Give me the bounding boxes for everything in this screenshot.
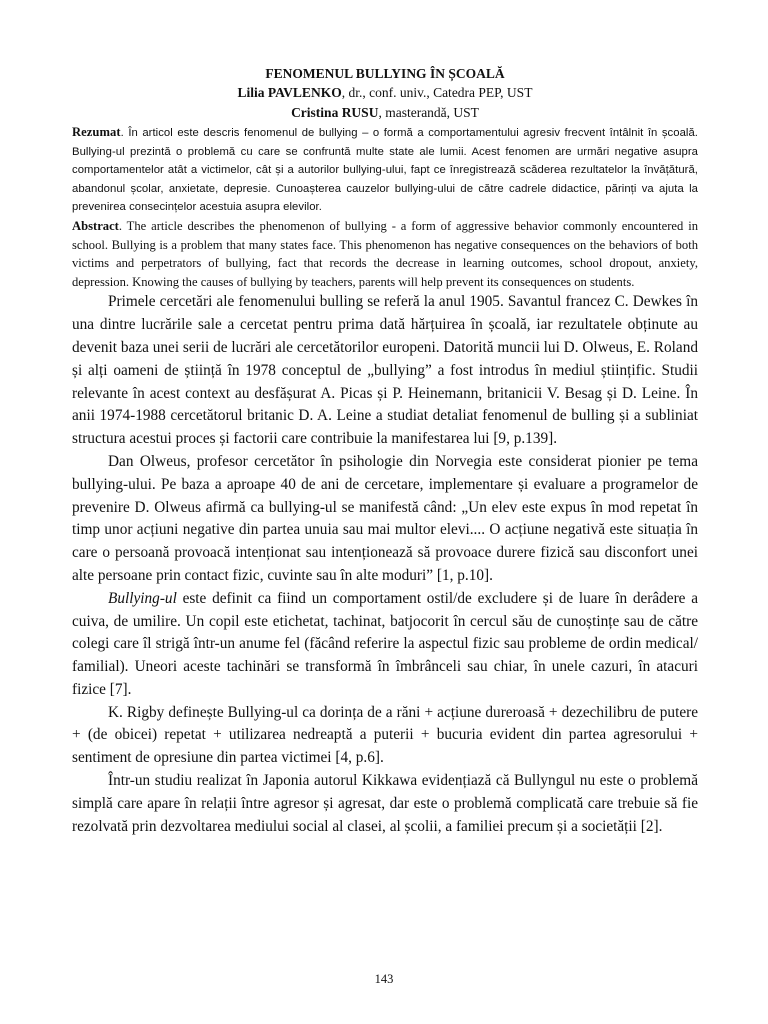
abstract-label: Abstract [72, 218, 119, 233]
article-title: FENOMENUL BULLYING ÎN ȘCOALĂ [265, 66, 505, 81]
body-paragraph-5: Într-un studiu realizat în Japonia autorul Kikkawa evidențiază că Bullyngul nu este o problemă simplă care apare în relații între agresor și agresat, dar este o problemă complicată care trebuie să fie rezolvată prin dezvoltarea mediului social al clasei, al școlii, a familiei precum și a societății [2]. [72, 772, 698, 835]
abstract-paragraph [72, 217, 698, 291]
bullying-term: Bullying-ul [108, 589, 177, 607]
rezumat-text: . În articol este descris fenomenul de bullying – o formă a comportamentului agresiv frecvent întâlnit în școală. Bullying-ul prezintă o problemă cu care se confruntă multe state ale lumii. Acest fenomen are urmări negative asupra comportamentelor atât a victimelor, cât și a autorilor bullying-ului, fapt ce înregistrează scăderea rezultatelor la învățătură, abandonul școlar, anxietate, depresie. Cunoașterea cauzelor bullying-ului de către cadrele didactice, părinți va ajuta la prevenirea consecințelor acestuia asupra elevilor. [72, 127, 698, 214]
rezumat-label: Rezumat [72, 125, 121, 139]
author-1-name: Lilia PAVLENKO [237, 85, 342, 100]
body-paragraph-1: Primele cercetări ale fenomenului bulling se referă la anul 1905. Savantul francez C. Dewkes în una dintre lucrările sale a cercetat pentru prima dată hărțuirea în școală, iar rezultatele obținute au devenit baza unei serii de lucrări ale cercetătorilor europeni. Datorită muncii lui D. Olweus, E. Roland și alți oameni de știință în 1978 conceptul de „bullying” a fost introdus în mediul științific. Studii relevante în acest context au desfășurat A. Picas și P. Heinemann, britanicii V. Besag și D. Leine. În anii 1974-1988 cercetătorul britanic D. A. Leine a studiat detaliat fenomenul de bulling și a subliniat structura acestui proces și factorii care contribuie la manifestarea lui [9, p.139]. [72, 293, 698, 448]
body-paragraph-2: Dan Olweus, profesor cercetător în psihologie din Norvegia este considerat pionier pe tema bullying-ului. Pe baza a aproape 40 de ani de cercetare, implementare și evaluare a programelor de prevenire D. Olweus afirmă ca bullying-ul se manifestă când: „Un elev este expus în mod repetat în timp unor acțiuni negative din partea unuia sau mai multor elevi.... O acțiune negativă este situația în care o persoană provoacă intenționat sau intenționează să provoace durere fizică sau disconfort unei alte persoane prin contact fizic, cuvinte sau în alte moduri” [1, p.10]. [72, 452, 698, 584]
author-2-name: Cristina RUSU [291, 105, 379, 120]
article-page [72, 64, 698, 1004]
body-paragraph-4: K. Rigby definește Bullying-ul ca dorința de a răni + acțiune dureroasă + dezechilibru de putere + (de obicei) repetat + utilizarea nedreaptă a puterii + bucuria evident din partea agresorului + sentiment de opresiune din partea victimei [4, p.6]. [72, 703, 698, 767]
bullying-definition: este definit ca fiind un comportament ostil/de excludere și de luare în derâdere a cuiva, de umilire. Un copil este etichetat, tachinat, batjocorit în cercul său de cunoștințe sau de către colegi care îl strigă într-un anume fel (făcând referire la aspectul fizic sau probleme de ordin medical/ familial). Uneori aceste tachinări se transformă în îmbrânceli sau chiar, în unele cazuri, în atacuri fizice [7]. [72, 589, 698, 698]
author-1-affiliation: , dr., conf. univ., Catedra PEP, UST [341, 85, 533, 100]
page-number: 143 [374, 972, 394, 986]
abstract-text: . The article describes the phenomenon of bullying - a form of aggressive behavior commonly encountered in school. Bullying is a problem that many states face. This phenomenon has negative consequences on the behaviors of both victims and perpetrators of bullying, fact that records the decrease in learning outcomes, school dropout, anxiety, depression. Knowing the causes of bullying by teachers, parents will help prevent its consequences on students. [72, 218, 698, 289]
rezumat-paragraph [72, 123, 698, 217]
author-2-affiliation: , masterandă, UST [378, 105, 479, 120]
author-line-1 [72, 83, 698, 103]
body-paragraph-3 [72, 588, 698, 702]
author-line-2 [72, 103, 698, 123]
